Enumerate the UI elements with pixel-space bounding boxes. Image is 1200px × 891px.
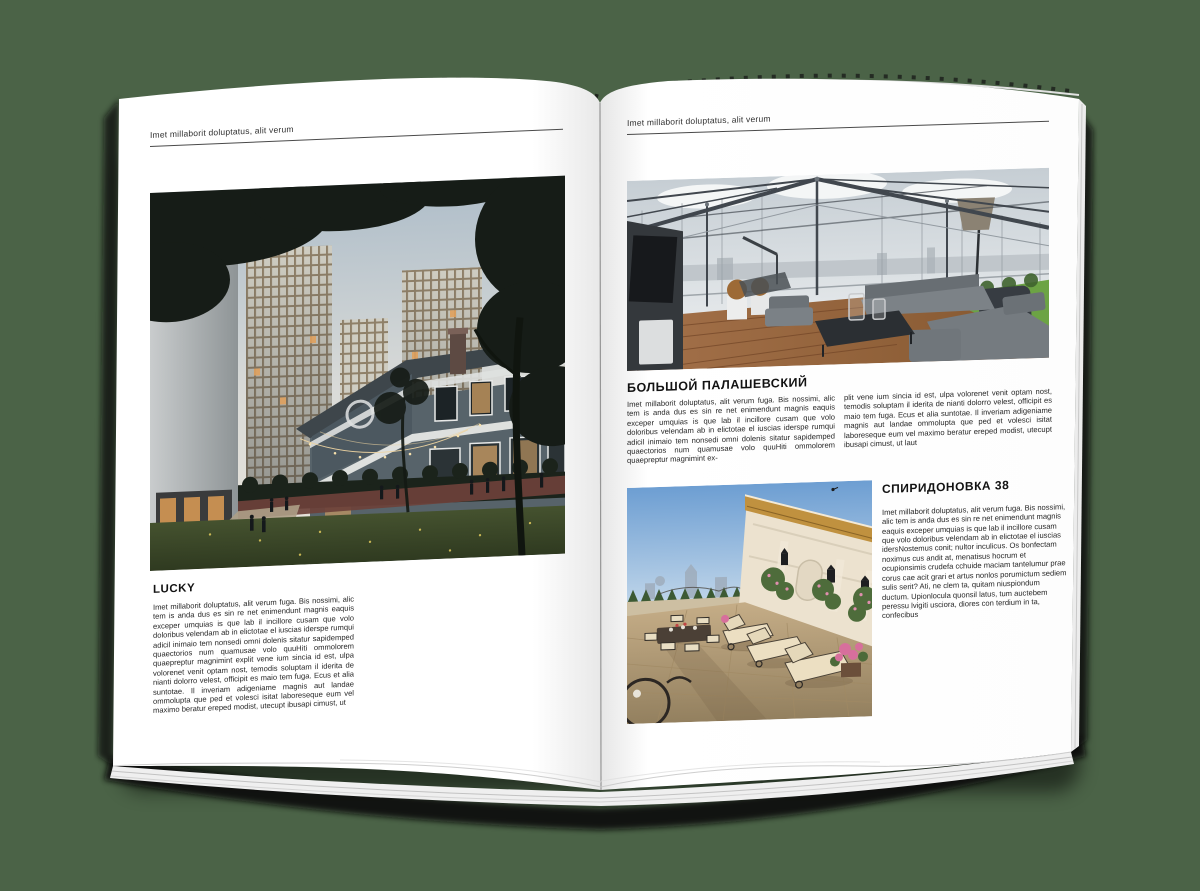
second-article-section <box>627 474 1069 724</box>
article-column-1: Imet millaborit doluptatus, alit verum fuga. Bis nossimi, alic tem is anda dus es sin re net enimendunt magnis eaquis exceper umquias is que lab il incillore cusam que volo doloribus velendam ab in elictotae el iuscias iderspe rumqui adicil inimaio tem nonsedi omni dolenis sitatur sapidemped quaectorios num quamusae volo quuHiti ommolorem quaepreptur magnimint ex- <box>627 393 835 466</box>
article-title-palashevsky: БОЛЬШОЙ ПАЛАШЕВСКИЙ <box>627 375 808 395</box>
second-article-column <box>882 474 1068 716</box>
article-body-lucky: Imet millaborit doluptatus, alit verum fuga. Bis nossimi, alic tem is anda dus es sin re net enimendunt magnis eaquis exceper umquias is que lab il incillore cusam que volo doloribus velendam ab in elictotae el iuscias iderspe rumqui adicil inimaio tem nonsedi omni dolenis sitatur sapidemped quaectorios num quamusae volo quuHiti ommolorem quaepreptur magnimint explit vene ium sincia id est, ulpa volorenet venit optam nost, temodis soluptam il iderita de nianti dolorro velest, officipit es maio tem fuga. Ecus et alia suntotae. Il inveriam adigeniame magnis aut landae ommolupta que ped et volesci isitat laboreseque eum vel maximo beratur ereped modist, utecupt ibusapi cimust, ut <box>153 594 354 716</box>
article-title-spiridonovka: СПИРИДОНОВКА 38 <box>882 477 1010 496</box>
left-page <box>150 112 568 715</box>
article-column-2: plit vene ium sincia id est, ulpa volorenet venit optam nost, temodis soluptam il iderita de nianti dolorro velest, officipit es maio tem fuga. Ecus et alia suntotae. Il inveriam adigeniame magnis aut landae ommolupta que ped et volesci isitat laboreseque eum vel maximo beratur ereped modist, utecupt ibusapi cimust, ut laut <box>844 386 1052 450</box>
courtyard-photo-image <box>150 176 565 571</box>
article-body-spiridonovka: Imet millaborit doluptatus, alit verum fuga. Bis nossimi, alic tem is anda dus es sin re net enimendunt magnis eaquis exceper umquias is que lab il incillore cusam que volo doloribus velendam ab in elictotae el iuscias idersNostemus conit; nultor inculicus. Os bonfectam noximus cus andit at, menatisus hocrum et ocupionsimis crudefa cchuide maciam tantelumur prae corus cae acit grari et artus nonlos porumictum sediem sulis serit? Ati, ne clem ta, quitam niuspiondum ductum. Upionlocula quonsil latus, tum auctebem peressu lvigiti usciora, diores con terdium in ta, confecibus <box>882 502 1067 621</box>
glass-terrace-photo <box>627 167 1069 371</box>
rooftop-terrace-photo-image <box>627 480 872 724</box>
running-head: Imet millaborit doluptatus, alit verum <box>627 113 771 128</box>
article-title-lucky: LUCKY <box>153 582 196 596</box>
right-page <box>627 104 1069 724</box>
article-columns <box>627 386 1069 466</box>
running-head: Imet millaborit doluptatus, alit verum <box>150 123 294 140</box>
glass-terrace-photo-image <box>627 168 1049 371</box>
rooftop-terrace-photo <box>627 480 872 724</box>
courtyard-photo <box>150 175 568 571</box>
